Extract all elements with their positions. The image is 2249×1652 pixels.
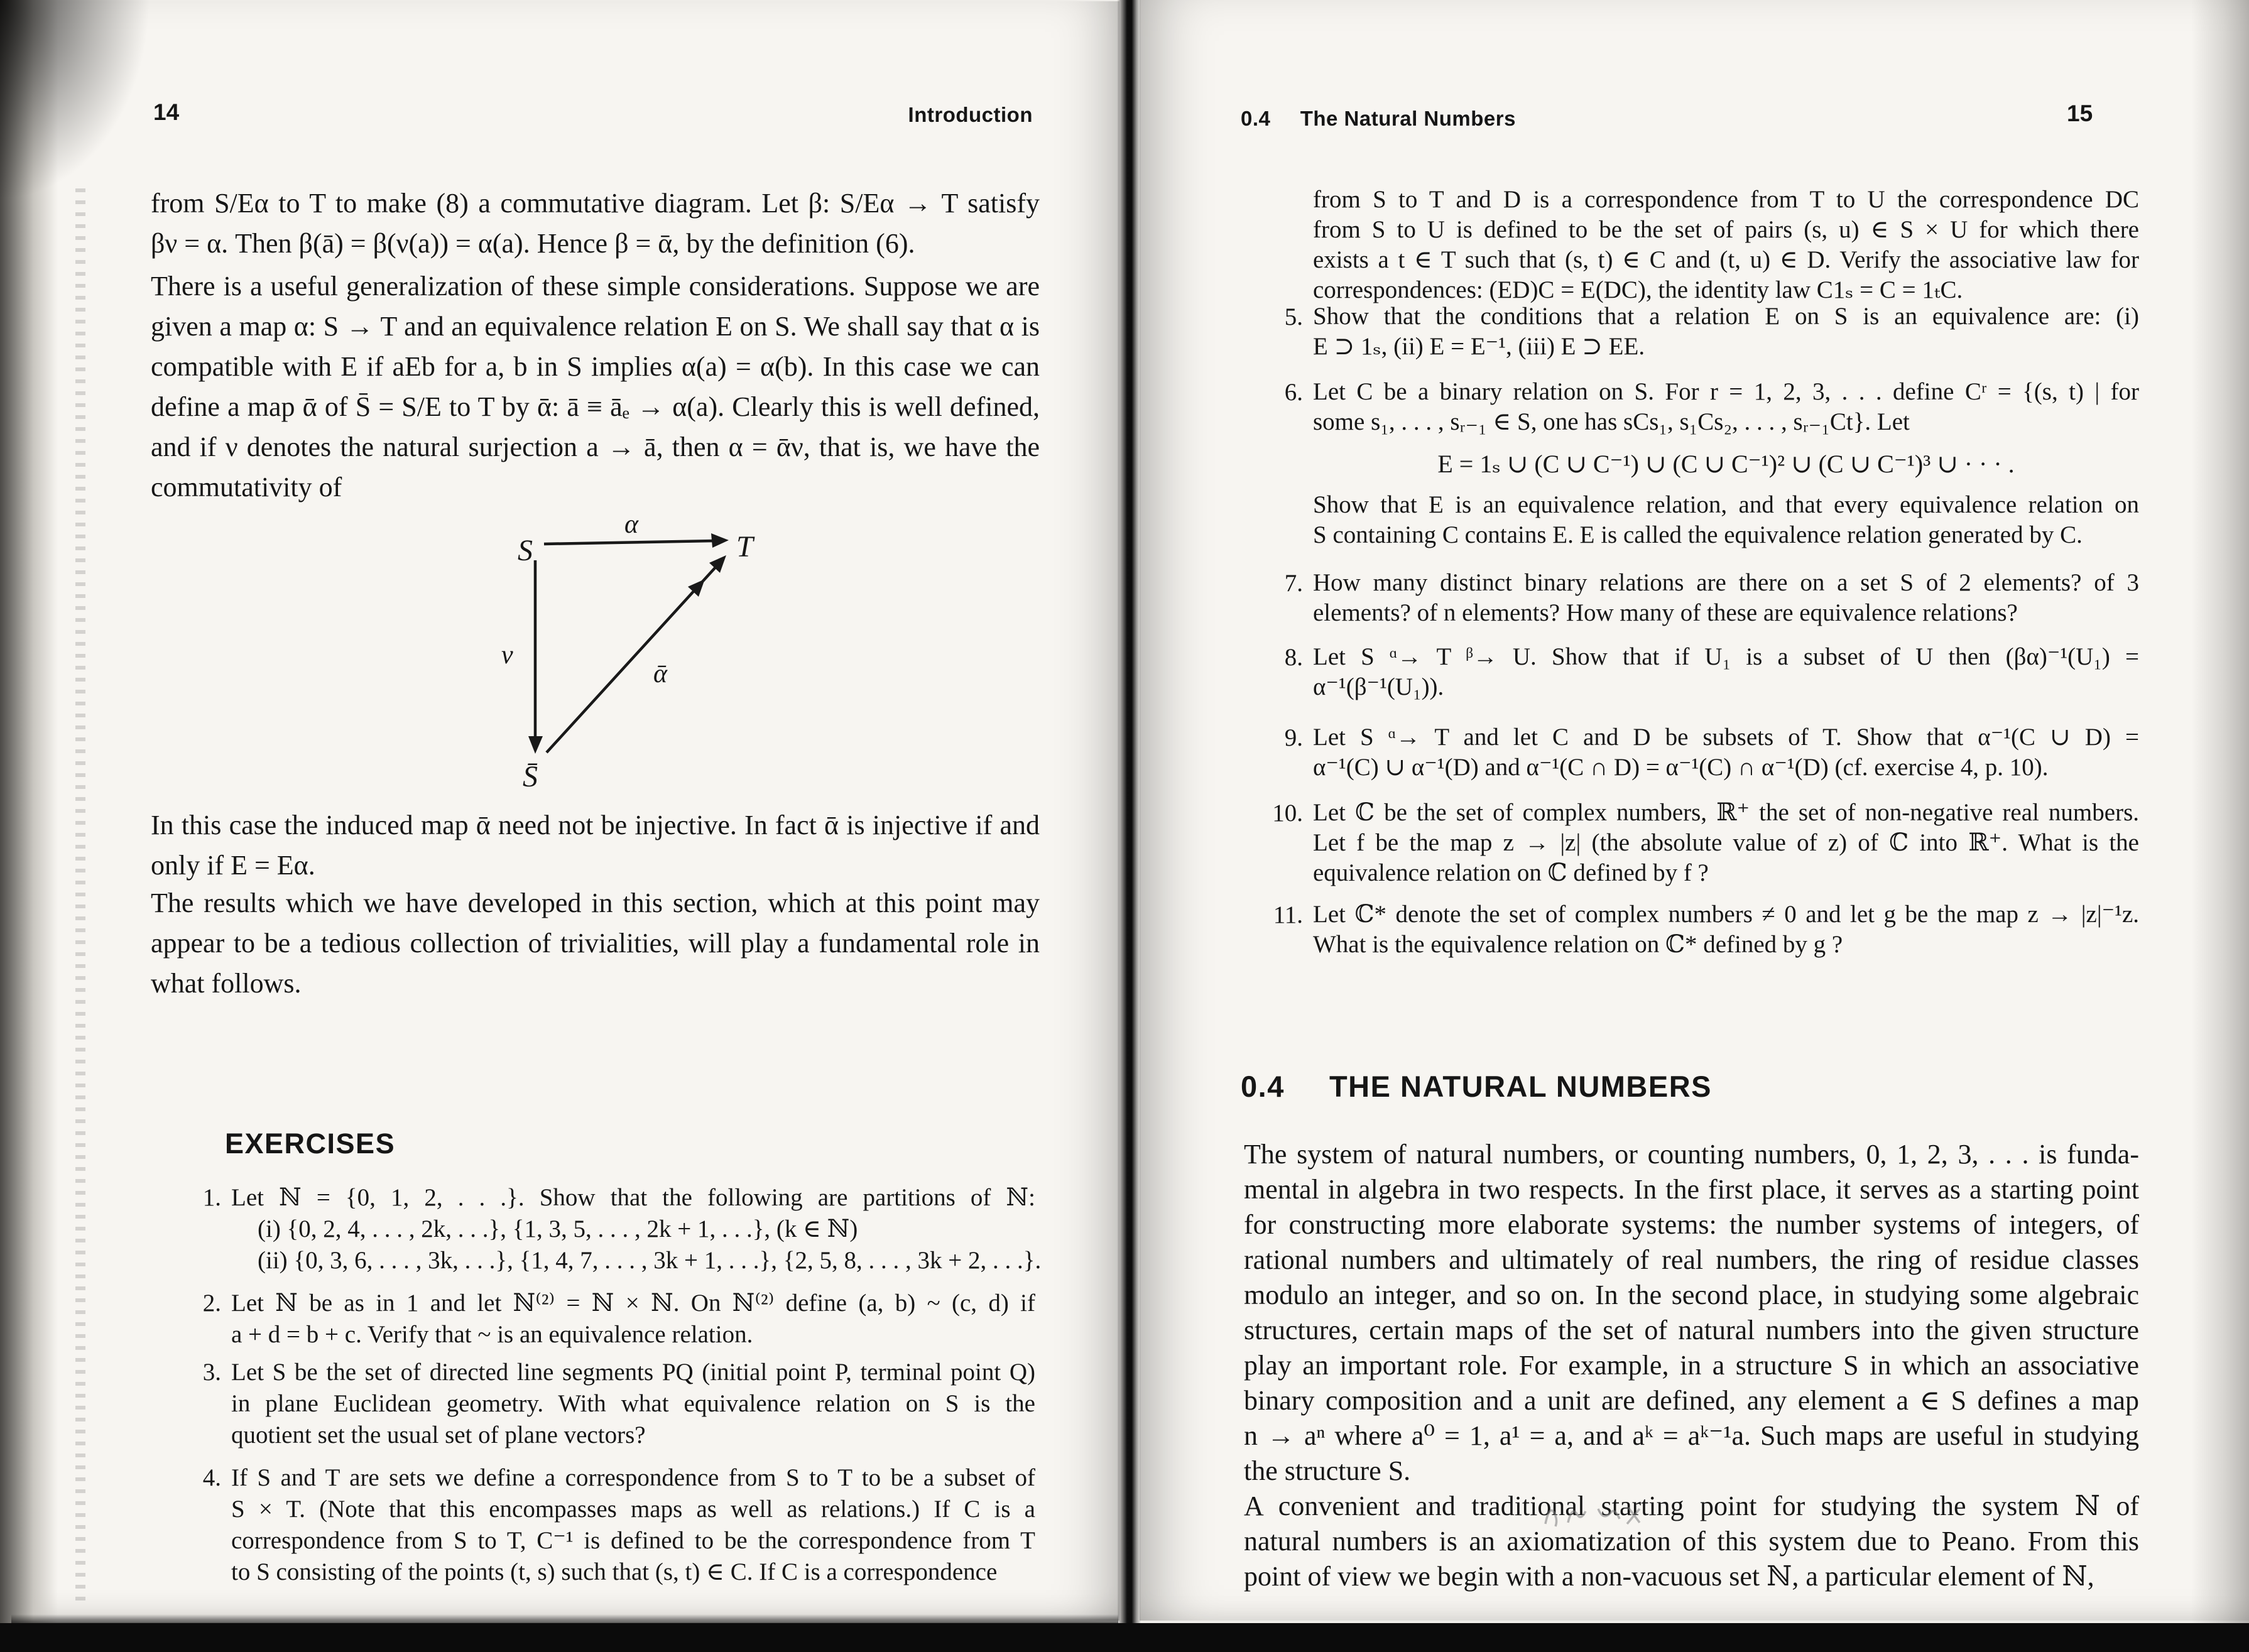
text-line: some s₁, . . . , sᵣ₋₁ ∈ S, one has sCs₁, s₁Cs₂, . . . , sᵣ₋₁Ct}. Let <box>1313 408 1910 435</box>
exercise-item-6 <box>1284 377 2139 550</box>
exercise-item-3 <box>202 1357 1035 1451</box>
text-line: Let ℂ be the set of complex numbers, ℝ⁺ the set of non-negative real numbers. <box>1313 799 2139 826</box>
text-line: (i) {0, 2, 4, . . . , 2k, . . .}, {1, 3, 5, . . . , 2k + 1, . . .}, (k ∈ ℕ) <box>258 1215 858 1242</box>
diagram-node-S-bar: S̄ <box>523 760 538 793</box>
exercise-text <box>1313 798 2139 888</box>
exercise-item-10 <box>1272 798 2139 888</box>
text-line: Let f be the map z → |z| (the absolute value of z) of ℂ into ℝ⁺. What is the <box>1313 829 2139 856</box>
scan-bottom-edge <box>0 1623 2249 1652</box>
text-line: equivalence relation on ℂ defined by f ? <box>1313 859 1709 886</box>
exercise-item-1 <box>202 1182 1042 1276</box>
exercise-number: 9. <box>1284 724 1303 751</box>
page-number-left: 14 <box>153 99 180 125</box>
text-line: Let ℕ = {0, 1, 2, . . .}. Show that the following are partitions of ℕ: <box>231 1184 1035 1211</box>
exercise-text <box>1313 642 2139 702</box>
text-line: the structure S. <box>1244 1455 1411 1486</box>
text-line: given a map α: S → T and an equivalence relation E on S. We shall say that α is <box>151 311 1040 342</box>
pencil-scribble <box>1540 1500 1647 1531</box>
scan-right-edge <box>2191 0 2249 1652</box>
text-line: modulo an integer, and so on. In the second place, in studying some algebraic <box>1244 1280 2139 1310</box>
text-line: from S to T and D is a correspondence from T to U the correspondence DC <box>1313 186 2139 213</box>
text-line: elements? of n elements? How many of these are equivalence relations? <box>1313 599 2018 626</box>
section-heading-number: 0.4 <box>1241 1070 1285 1103</box>
binding-stitch-marks <box>75 188 85 1608</box>
exercise-6-equation: E = 1ₛ ∪ (C ∪ C⁻¹) ∪ (C ∪ C⁻¹)² ∪ (C ∪ C⁻¹)³ ∪ · · · . <box>1437 450 2015 478</box>
text-line: Let S ᵅ→ T ᵝ→ U. Show that if U₁ is a subset of U then (βα)⁻¹(U₁) = <box>1313 643 2139 670</box>
text-line: only if E = Eα. <box>151 850 315 881</box>
body-paragraph <box>1244 1137 2139 1489</box>
diagram-label-alpha: α <box>624 510 639 539</box>
text-line: structures, certain maps of the set of natural numbers into the given structure <box>1244 1315 2139 1345</box>
text-line: Let S be the set of directed line segments PQ (initial point P, terminal point Q) <box>231 1359 1035 1386</box>
exercises-heading: EXERCISES <box>225 1128 396 1160</box>
text-line: α⁻¹(C) ∪ α⁻¹(D) and α⁻¹(C ∩ D) = α⁻¹(C) ∩ α⁻¹(D) (cf. exercise 4, p. 10). <box>1313 754 2049 781</box>
text-line: βν = α. Then β(ā) = β(ν(a)) = α(a). Hence β = ᾱ, by the definition (6). <box>151 228 915 259</box>
diagram-label-nu: ν <box>501 641 513 670</box>
text-line: a + d = b + c. Verify that ~ is an equivalence relation. <box>231 1321 753 1348</box>
exercise-text <box>231 1462 1035 1588</box>
text-line: in plane Euclidean geometry. With what equivalence relation on S is the <box>231 1390 1035 1417</box>
text-line: E ⊃ 1ₛ, (ii) E = E⁻¹, (iii) E ⊃ EE. <box>1313 333 1645 360</box>
exercise-text <box>1313 568 2139 628</box>
exercise-item-11 <box>1273 899 2139 960</box>
running-head-left: Introduction <box>908 103 1033 126</box>
text-line: from S/Eα to T to make (8) a commutative diagram. Let β: S/Eα → T satisfy <box>151 188 1040 219</box>
exercise-number: 5. <box>1284 303 1303 330</box>
exercise-number: 10. <box>1272 800 1303 827</box>
text-line: How many distinct binary relations are there on a set S of 2 elements? of 3 <box>1313 569 2139 596</box>
arrowhead-alpha <box>711 533 729 548</box>
text-line: natural numbers is an axiomatization of this system due to Peano. From this <box>1244 1526 2139 1557</box>
diagram-label-alpha-bar: ᾱ <box>653 660 668 688</box>
exercise-4-continuation <box>1313 185 2139 305</box>
text-line: compatible with E if aEb for a, b in S implies α(a) = α(b). In this case we can <box>151 351 1040 382</box>
section-heading <box>1241 1069 1712 1104</box>
exercise-item-8 <box>1284 642 2139 702</box>
text-line: What is the equivalence relation on ℂ* defined by g ? <box>1313 931 1843 958</box>
text-line: Let C be a binary relation on S. For r = 1, 2, 3, . . . define Cʳ = {(s, t) | for <box>1313 378 2139 405</box>
exercise-number: 4. <box>202 1464 221 1491</box>
text-line: commutativity of <box>151 472 342 503</box>
exercise-number: 2. <box>202 1290 221 1317</box>
exercise-number: 7. <box>1284 570 1303 597</box>
exercise-text <box>1313 722 2139 783</box>
text-line: The results which we have developed in this section, which at this point may <box>151 888 1040 918</box>
text-line: Show that E is an equivalence relation, and that every equivalence relation on <box>1313 491 2139 518</box>
text-line: appear to be a tedious collection of trivialities, will play a fundamental role in <box>151 928 1040 959</box>
section-heading-title: THE NATURAL NUMBERS <box>1329 1070 1712 1103</box>
text-line: quotient set the usual set of plane vectors? <box>231 1421 646 1448</box>
exercise-item-7 <box>1284 568 2139 628</box>
paragraph <box>151 805 1040 886</box>
exercise-text <box>231 1357 1035 1451</box>
text-line: correspondence from S to T, C⁻¹ is defined to be the correspondence from T <box>231 1527 1035 1554</box>
text-line: point of view we begin with a non-vacuous set ℕ, a particular element of ℕ, <box>1244 1561 2094 1592</box>
exercise-item-5 <box>1284 302 2139 362</box>
exercise-number: 8. <box>1284 644 1303 671</box>
text-line: and if ν denotes the natural surjection a → ā, then α = ᾱν, that is, we have the <box>151 432 1040 462</box>
text-line: mental in algebra in two respects. In the first place, it serves as a starting point <box>1244 1174 2139 1205</box>
text-line: for constructing more elaborate systems: the number systems of integers, of <box>1244 1209 2139 1240</box>
text-line: to S consisting of the points (t, s) such that (s, t) ∈ C. If C is a correspondence <box>231 1558 998 1585</box>
exercise-text <box>1313 302 2139 362</box>
running-head-right <box>1241 107 1516 131</box>
exercise-text <box>1313 899 2139 960</box>
text-line: Let ℂ* denote the set of complex numbers ≠ 0 and let g be the map z → |z|⁻¹z. <box>1313 901 2139 928</box>
exercise-number: 1. <box>202 1184 221 1211</box>
text-line: Show that the conditions that a relation E on S is an equivalence are: (i) <box>1313 303 2139 330</box>
arrowhead-nu <box>528 736 543 754</box>
paragraph <box>151 266 1040 508</box>
text-line: S containing C contains E. E is called the equivalence relation generated by C. <box>1313 521 2083 548</box>
diagram-node-T: T <box>736 530 753 563</box>
running-head-section-title: The Natural Numbers <box>1300 107 1516 130</box>
text-line: The system of natural numbers, or counting numbers, 0, 1, 2, 3, . . . is funda- <box>1244 1139 2139 1170</box>
arrow-alpha <box>544 541 714 544</box>
text-line: S × T. (Note that this encompasses maps as well as relations.) If C is a <box>231 1496 1035 1523</box>
text-line: Let ℕ be as in 1 and let ℕ⁽²⁾ = ℕ × ℕ. On ℕ⁽²⁾ define (a, b) ~ (c, d) if <box>231 1290 1035 1317</box>
exercise-item-9 <box>1284 722 2139 783</box>
text-line: from S to U is defined to be the set of pairs (s, u) ∈ S × U for which there <box>1313 216 2139 243</box>
text-line: correspondences: (ED)C = E(DC), the identity law C1ₛ = C = 1ₜC. <box>1313 276 1963 303</box>
text-line: If S and T are sets we define a correspondence from S to T to be a subset of <box>231 1464 1035 1491</box>
exercise-item-2 <box>202 1288 1035 1350</box>
text-line: (ii) {0, 3, 6, . . . , 3k, . . .}, {1, 4, 7, . . . , 3k + 1, . . .}, {2, 5, 8, . . . , 3k + 2, . . .}. <box>258 1247 1042 1274</box>
book-gutter-shadow <box>1117 0 1141 1652</box>
text-line: α⁻¹(β⁻¹(U₁)). <box>1313 673 1444 700</box>
exercise-text <box>231 1288 1035 1350</box>
exercise-item-4 <box>202 1462 1035 1588</box>
diagram-node-S: S <box>518 534 533 567</box>
scan-corner-shadow <box>0 0 151 201</box>
scan-left-edge <box>0 0 58 1652</box>
exercise-number: 3. <box>202 1359 221 1386</box>
body-paragraph <box>1244 1489 2139 1594</box>
commutative-diagram <box>470 503 797 798</box>
text-line: rational numbers and ultimately of real numbers, the ring of residue classes <box>1244 1244 2139 1275</box>
text-line: Let S ᵅ→ T and let C and D be subsets of T. Show that α⁻¹(C ∪ D) = <box>1313 724 2139 751</box>
text-line: play an important role. For example, in a structure S in which an associative <box>1244 1350 2139 1381</box>
text-line: In this case the induced map ᾱ need not be injective. In fact ᾱ is injective if and <box>151 810 1040 840</box>
text-line: what follows. <box>151 968 302 999</box>
paragraph <box>151 183 1040 264</box>
text-line: There is a useful generalization of these simple considerations. Suppose we are <box>151 271 1040 302</box>
exercise-text <box>1313 490 2139 550</box>
exercise-number: 6. <box>1284 379 1303 406</box>
page-number-right: 15 <box>2067 101 2093 126</box>
running-head-section-number: 0.4 <box>1241 107 1271 130</box>
text-line: binary composition and a unit are defined, any element a ∈ S defines a map <box>1244 1385 2139 1416</box>
text-line: exists a t ∈ T such that (s, t) ∈ C and (t, u) ∈ D. Verify the associative law for <box>1313 246 2139 273</box>
paragraph <box>151 883 1040 1004</box>
text-line: define a map ᾱ of S̄ = S/E to T by ᾱ: ā ≡ āₑ → α(a). Clearly this is well defined, <box>151 391 1040 422</box>
text-line: A convenient and traditional starting point for studying the system ℕ of <box>1244 1491 2139 1521</box>
exercise-text <box>1313 377 2139 437</box>
text-line: n → aⁿ where a⁰ = 1, a¹ = a, and aᵏ = aᵏ⁻¹a. Such maps are useful in studying <box>1244 1420 2139 1451</box>
exercise-number: 11. <box>1273 901 1303 928</box>
arrow-alpha-bar <box>547 567 716 753</box>
exercise-text <box>231 1182 1042 1276</box>
